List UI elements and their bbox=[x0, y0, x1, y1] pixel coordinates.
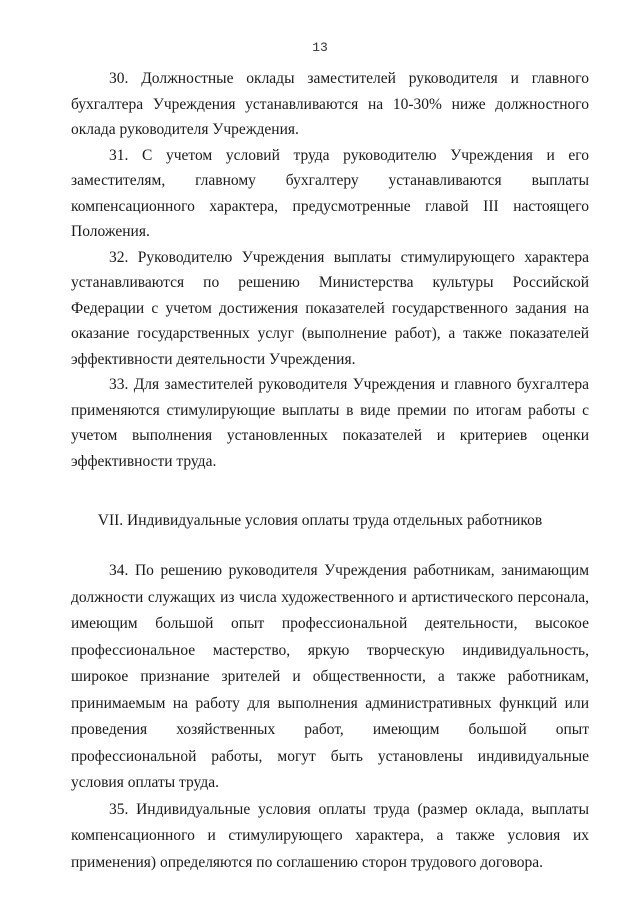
paragraph-35: 35. Индивидуальные условия оплаты труда (размер оклада, выплаты компенсационного и стимулирующего характера, а также условия их применения) определяются по соглашению сторон трудового договора. bbox=[71, 800, 589, 871]
paragraph-32: 32. Руководителю Учреждения выплаты стимулирующего характера устанавливаются по решению Министерства культуры Российской Федерации с учетом достижения показателей государственного задания на оказание государственных услуг (выполнение работ), а также показателей эффективности деятельности Учреждения. bbox=[71, 248, 589, 368]
section-text-block bbox=[71, 558, 589, 876]
paragraph-33: 33. Для заместителей руководителя Учреждения и главного бухгалтера применяются стимулирующие выплаты в виде премии по итогам работы с учетом выполнения установленных показателей и критериев оценки эффективности труда. bbox=[71, 376, 589, 470]
main-text-block bbox=[71, 66, 589, 474]
paragraph-34: 34. По решению руководителя Учреждения работникам, занимающим должности служащих из числа художественного и артистического персонала, имеющим большой опыт профессиональной деятельности, высокое профессиональное мастерство, яркую творческую индивидуальность, широкое признание зрителей и общественности, а также работникам, принимаемым на работу для выполнения административных функций или проведения хозяйственных работ, имеющим большой опыт профессиональной работы, могут быть установлены индивидуальные условия оплаты труда. bbox=[71, 562, 589, 791]
page-number: 13 bbox=[312, 40, 328, 55]
section-heading: VII. Индивидуальные условия оплаты труда отдельных работников bbox=[97, 512, 543, 529]
paragraph-30: 30. Должностные оклады заместителей руководителя и главного бухгалтера Учреждения устанавливаются на 10-30% ниже должностного оклада руководителя Учреждения. bbox=[71, 70, 589, 138]
paragraph-31: 31. С учетом условий труда руководителю Учреждения и его заместителям, главному бухгалтеру устанавливаются выплаты компенсационного характера, предусмотренные главой III настоящего Положения. bbox=[71, 146, 589, 240]
